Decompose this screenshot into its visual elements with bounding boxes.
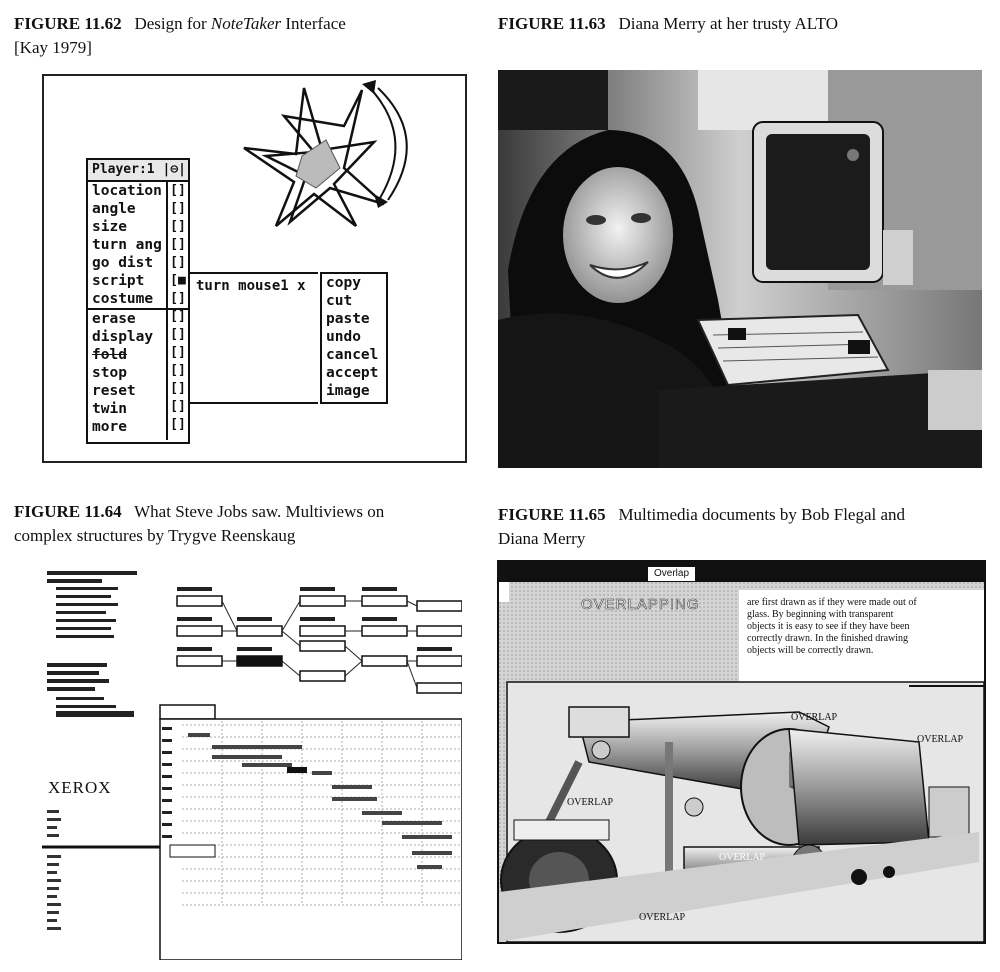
overlap-body-text: [747, 597, 982, 657]
body-line: correctly drawn. In the finished drawing: [747, 633, 909, 644]
bracket-column: [166, 182, 188, 440]
overlap-label: OVERLAP: [567, 797, 614, 808]
edit-item: cut: [326, 293, 353, 309]
menu-item: fold: [92, 347, 127, 363]
bracket-icon: []: [170, 201, 186, 216]
bracket-icon: []: [170, 399, 186, 414]
bracket-icon: []: [170, 327, 186, 342]
menu-item: go dist: [92, 255, 154, 271]
edit-item: undo: [326, 329, 361, 345]
menu-item: more: [92, 419, 127, 435]
menu-item: turn ang: [92, 237, 162, 253]
body-line: objects will be correctly drawn.: [747, 645, 874, 656]
notetaker-interface-figure: [42, 74, 467, 463]
xerox-logo: XEROX: [48, 778, 112, 797]
menu-item: angle: [92, 201, 136, 217]
multiviews-figure: [42, 565, 462, 960]
player-title-text: Player:1: [92, 162, 155, 177]
caption-text-line2: Diana Merry: [498, 529, 586, 548]
bracket-icon: []: [170, 363, 186, 378]
figure-label: FIGURE 11.64: [14, 502, 122, 521]
menu-item: script: [92, 273, 145, 289]
body-line: are first drawn as if they were made out of: [747, 597, 917, 608]
caption-fig-11-63: [498, 12, 978, 36]
bracket-icon: []: [170, 255, 186, 270]
edit-item: image: [326, 383, 370, 399]
overlap-label: OVERLAP: [791, 712, 838, 723]
edit-item: cancel: [326, 347, 379, 363]
menu-item: location: [92, 183, 162, 199]
bracket-filled-icon: [■: [170, 273, 186, 288]
bracket-icon: []: [170, 291, 186, 306]
figure-label: FIGURE 11.65: [498, 505, 606, 524]
caption-citation: [Kay 1979]: [14, 38, 92, 57]
bracket-icon: []: [170, 237, 186, 252]
caption-text: Design for: [134, 14, 211, 33]
bracket-icon: []: [170, 309, 186, 324]
player-menu: [86, 158, 190, 444]
menu-item: reset: [92, 383, 136, 399]
script-text: turn mouse1 x: [196, 278, 306, 294]
photo-illustration: [498, 70, 982, 468]
overlap-label: OVERLAP: [719, 852, 766, 863]
menu-item: erase: [92, 311, 136, 327]
caption-text-line2: complex structures by Trygve Reenskaug: [14, 526, 296, 545]
edit-item: copy: [326, 275, 361, 291]
overlap-menu-tab: Overlap: [647, 566, 696, 582]
bracket-icon: []: [170, 183, 186, 198]
bracket-icon: []: [170, 219, 186, 234]
bracket-icon: []: [170, 345, 186, 360]
caption-text-end: Interface: [281, 14, 346, 33]
caption-text: What Steve Jobs saw. Multiviews on: [134, 502, 385, 521]
body-line: glass. By beginning with transparent: [747, 609, 894, 620]
menu-item: size: [92, 219, 127, 235]
bracket-icon: []: [170, 417, 186, 432]
script-pane: [188, 272, 318, 404]
body-line: objects it is easy to see if they have been: [747, 621, 910, 632]
menu-item: twin: [92, 401, 127, 417]
player-menu-title: [88, 160, 188, 182]
caption-text: Multimedia documents by Bob Flegal and: [618, 505, 906, 524]
caption-emphasis: NoteTaker: [210, 14, 282, 33]
multiviews-illustration: [42, 565, 462, 960]
caption-fig-11-64: [14, 500, 474, 548]
edit-menu: [320, 272, 388, 404]
overlap-label: OVERLAP: [917, 734, 964, 745]
bracket-icon: []: [170, 381, 186, 396]
alto-photo: [498, 70, 982, 468]
edit-item: paste: [326, 311, 370, 327]
figure-label: FIGURE 11.62: [14, 14, 122, 33]
overlap-document-figure: [497, 560, 986, 944]
caption-fig-11-62: [14, 12, 474, 60]
overlapping-heading: OVERLAPPING: [581, 596, 700, 613]
overlap-label: OVERLAP: [639, 912, 686, 923]
collapse-icon: |⊖|: [162, 162, 186, 177]
caption-text: Diana Merry at her trusty ALTO: [618, 14, 838, 33]
figure-label: FIGURE 11.63: [498, 14, 606, 33]
edit-item: accept: [326, 365, 379, 381]
menu-item: display: [92, 329, 154, 345]
caption-fig-11-65: [498, 503, 978, 551]
menu-item: stop: [92, 365, 127, 381]
menu-item: costume: [88, 290, 188, 310]
